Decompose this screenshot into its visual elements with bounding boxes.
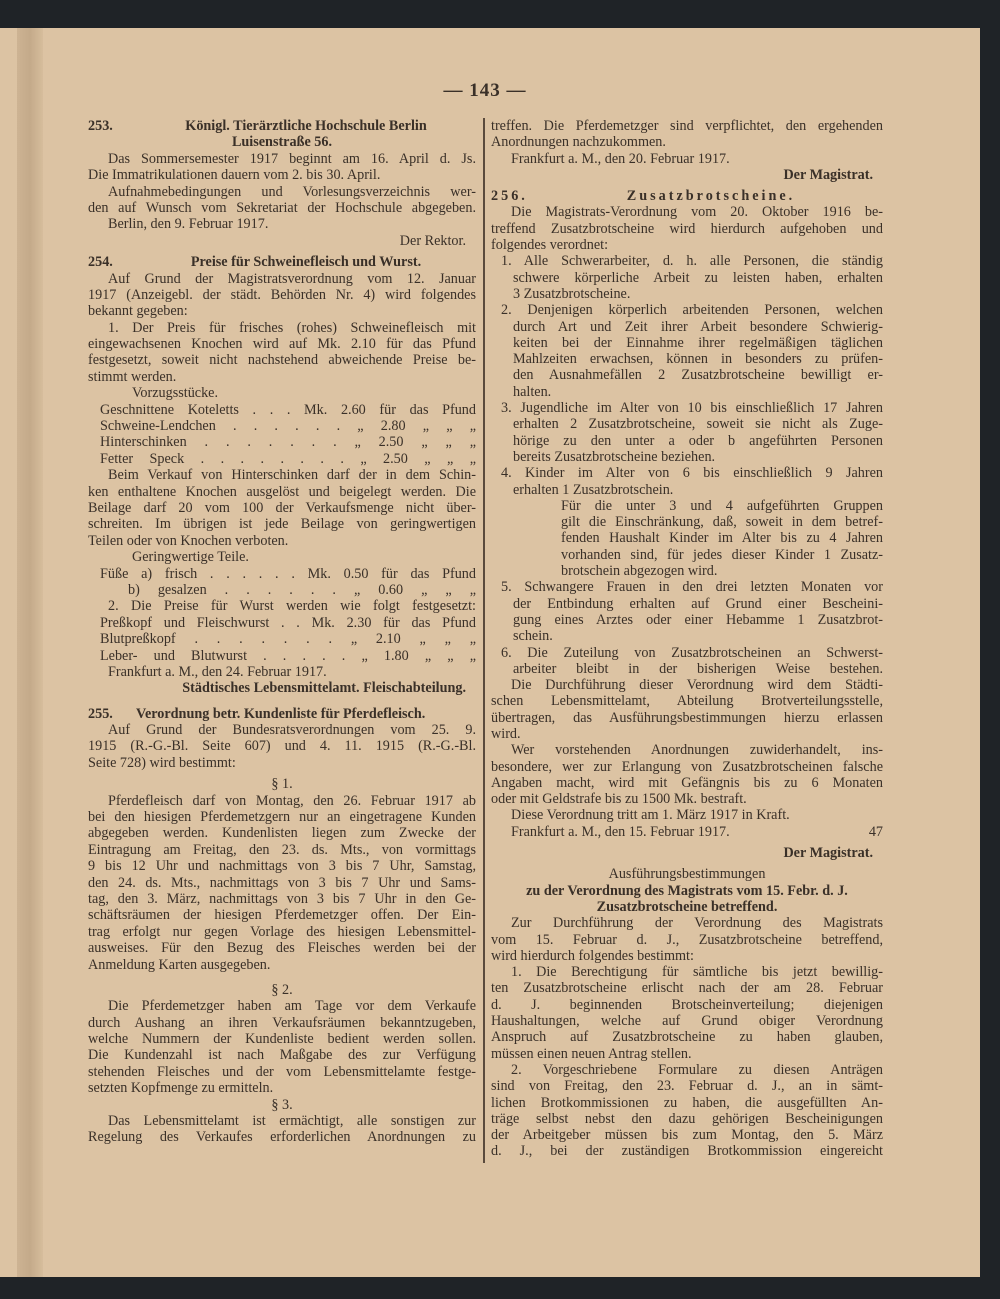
text-line: Der Rektor. bbox=[399, 232, 466, 249]
text-line: Eintragung am Freitag, den 23. ds. Mts., von vormittags bbox=[88, 841, 476, 858]
section-title: Verordnung betr. Kundenliste für Pferdefleisch. bbox=[136, 705, 426, 722]
section-title: Königl. Tierärztliche Hochschule Berlin bbox=[185, 118, 427, 134]
text-line: Die Pferdemetzger haben am Tage vor dem Verkaufe bbox=[108, 998, 476, 1015]
text-line: abgegeben werden. Kundenlisten liegen zum Zwecke der bbox=[88, 825, 476, 842]
text-line: 1917 (Anzeigebl. der städt. Behörden Nr. 4) wird folgendes bbox=[88, 286, 476, 303]
reference-number: 47 bbox=[868, 823, 883, 840]
text-line: Anmeldung Karten ausgegeben. bbox=[88, 956, 271, 973]
text-line: Hinterschinken . . . . . . . „ 2.50 „ „ „ bbox=[100, 434, 476, 451]
text-line: Anspruch auf Zusatzbrotscheine zu haben glauben, bbox=[491, 1029, 883, 1046]
text-line: erhalten 2 Zusatzbrotscheine, soweit sie nicht als Zuge- bbox=[513, 416, 883, 433]
text-line: Die Kundenzahl ist nach Maßgabe des zur Verfügung bbox=[88, 1047, 476, 1064]
text-line: Für die unter 3 und 4 aufgeführten Gruppen bbox=[561, 497, 883, 514]
text-line: treffen. Die Pferdemetzger sind verpflichtet, den ergehenden bbox=[491, 118, 883, 134]
section-title: Preise für Schweinefleisch und Wurst. bbox=[190, 254, 422, 271]
text-line: Pferdefleisch darf von Montag, den 26. Februar 1917 ab bbox=[108, 792, 476, 809]
text-line: 6. Die Zuteilung von Zusatzbrotscheinen an Schwerst- bbox=[501, 644, 883, 661]
text-line: Auf Grund der Bundesratsverordnungen vom 25. 9. bbox=[108, 722, 476, 739]
text-line: bereits Zusatzbrotscheine beziehen. bbox=[513, 448, 716, 465]
text-line: Anordnungen nachzukommen. bbox=[491, 134, 666, 151]
text-line: 1. Der Preis für frisches (rohes) Schweinefleisch mit bbox=[108, 319, 476, 336]
text-line: schwere körperliche Arbeit zu leisten haben, erhalten bbox=[513, 269, 883, 286]
page-number: — 143 — bbox=[443, 80, 527, 101]
text-line: § 3. bbox=[271, 1096, 293, 1113]
section-heading bbox=[88, 118, 476, 134]
text-line: Ausführungsbestimmungen bbox=[608, 866, 766, 883]
text-line: Blutpreßkopf . . . . . . . „ 2.10 „ „ „ bbox=[100, 631, 476, 648]
text-line: brotschein abgezogen wird. bbox=[561, 563, 718, 580]
text-line: Geringwertige Teile. bbox=[132, 549, 249, 566]
text-line: Auf Grund der Magistratsverordnung vom 12. Januar bbox=[108, 270, 476, 287]
text-line: Frankfurt a. M., den 20. Februar 1917. bbox=[511, 150, 730, 167]
signature-line bbox=[491, 824, 883, 840]
text-line: schäftsräumen der hiesigen Pferdemetzger offen. Der Ein- bbox=[88, 907, 476, 924]
text-line: zu der Verordnung des Magistrats vom 15. Febr. d. J. bbox=[526, 882, 848, 899]
text-line: tag, den 3. März, nachmittags von 3 bis 7 Uhr in den Ge- bbox=[88, 890, 476, 907]
text-line: 2. Die Preise für Wurst werden wie folgt festgesetzt: bbox=[108, 598, 476, 615]
text-line: 1915 (R.-G.-Bl. Seite 607) und 4. 11. 1915 (R.-G.-Bl. bbox=[88, 738, 476, 755]
text-line: Geschnittene Koteletts . . . Mk. 2.60 für das Pfund bbox=[100, 401, 476, 418]
text-line: keiten bei der Einnahme ihrer regelmäßigen täglichen bbox=[513, 334, 883, 351]
text-line: der Arbeitgeber müssen bis zum Montag, den 5. März bbox=[491, 1127, 883, 1144]
text-line: sind von Freitag, den 23. Februar d. J., an in sämt- bbox=[491, 1078, 883, 1095]
text-line: Füße a) frisch . . . . . . Mk. 0.50 für das Pfund bbox=[100, 565, 476, 582]
text-line: festgesetzt, soweit nicht nachstehend abweichende Preise be- bbox=[88, 352, 476, 369]
text-line: § 1. bbox=[271, 776, 293, 793]
text-line: bekannt gegeben: bbox=[88, 303, 188, 320]
text-line: 5. Schwangere Frauen in den drei letzten Monaten vor bbox=[501, 579, 883, 596]
section-number: 254. bbox=[88, 254, 113, 271]
text-line: trag erfolgt nur gegen Vorlage des hiesigen Lebensmittel- bbox=[88, 923, 476, 940]
text-line: Aufnahmebedingungen und Vorlesungsverzeichnis wer- bbox=[108, 183, 476, 200]
text-line: ausweises. Für den Bezug des Fleisches werden bei der bbox=[88, 940, 476, 957]
text-line: welche Nummern der Kundenliste bedient werden sollen. bbox=[88, 1031, 476, 1048]
text-line: vom 15. Februar d. J., Zusatzbrotscheine betreffend, bbox=[491, 931, 883, 948]
text-line: arbeiter bleibt in der bisherigen Weise bestehen. bbox=[513, 660, 883, 677]
text-line: gilt die Einschränkung, daß, soweit in dem betref- bbox=[561, 514, 883, 531]
text-line: träge selbst nebst den dazu gehörigen Bescheinigungen bbox=[491, 1110, 883, 1127]
text-line: 3. Jugendliche im Alter von 10 bis einschließlich 17 Jahren bbox=[501, 400, 883, 417]
section-number: 255. bbox=[88, 705, 113, 722]
text-line: Die Durchführung dieser Verordnung wird dem Städti- bbox=[511, 677, 883, 694]
text-line: Diese Verordnung tritt am 1. März 1917 in Kraft. bbox=[511, 807, 790, 824]
text-line: bei den hiesigen Pferdemetzgern nur an eingetragene Kunden bbox=[88, 809, 476, 826]
text-line: d. J., bei der zuständigen Brotkommission eingereicht bbox=[491, 1143, 883, 1160]
text-line: vorhanden sind, für jedes dieser Kinder 1 Zusatz- bbox=[561, 546, 883, 563]
text-line: Schweine-Lendchen . . . . . . „ 2.80 „ „ „ bbox=[100, 418, 476, 435]
text-line: eingewachsenen Knochen wird auf Mk. 2.10 für das Pfund bbox=[88, 336, 476, 353]
text-line: stehenden Fleisches und der vom Lebensmittelamte festge- bbox=[88, 1063, 476, 1080]
text-line: oder mit Geldstrafe bis zu 1500 Mk. bestraft. bbox=[491, 791, 747, 808]
text-line: 9 bis 12 Uhr und nachmittags von 3 bis 7 Uhr, Samstag, bbox=[88, 858, 476, 875]
text-line: gung eines Arztes oder einer Hebamme 1 Zusatzbrot- bbox=[513, 611, 883, 628]
text-line: durch Aushang an ihren Verkaufsräumen bekanntzugeben, bbox=[88, 1014, 476, 1031]
text-line: der Entbindung erhalten auf Grund einer Bescheini- bbox=[513, 595, 883, 612]
text-line: Der Magistrat. bbox=[783, 166, 873, 183]
text-line: lichen Brotkommissionen zu haben, die ausgefüllten An- bbox=[491, 1094, 883, 1111]
text-line: ten Zusatzbrotscheine erlischt nach der am 28. Februar bbox=[491, 980, 883, 997]
text-line: 3 Zusatzbrotscheine. bbox=[513, 285, 631, 302]
text-line: Regelung des Verkaufes erforderlichen Anordnungen zu bbox=[88, 1129, 476, 1146]
text-line: erhalten 1 Zusatzbrotschein. bbox=[513, 481, 674, 498]
text-line: Beim Verkauf von Hinterschinken darf der in dem Schin- bbox=[108, 467, 476, 484]
text-line: Die Immatrikulationen dauern vom 2. bis 30. April. bbox=[88, 167, 381, 184]
section-number: 256. bbox=[491, 188, 528, 205]
text-line: schreiten. Im übrigen ist jede Beilage von geringwertigen bbox=[88, 516, 476, 533]
text-line: Zur Durchführung der Verordnung des Magistrats bbox=[511, 915, 883, 932]
left-column bbox=[88, 118, 476, 1146]
text-line: müssen einen neuen Antrag stellen. bbox=[491, 1045, 692, 1062]
text-line: Städtisches Lebensmittelamt. Fleischabteilung. bbox=[182, 680, 466, 697]
text-line: besondere, wer zur Erlangung von Zusatzbrotscheinen falsche bbox=[491, 758, 883, 775]
section-heading bbox=[88, 706, 476, 722]
text-line: Frankfurt a. M., den 24. Februar 1917. bbox=[108, 663, 327, 680]
text-line: den 24. ds. Mts., nachmittags von 3 bis 7 Uhr und Sams- bbox=[88, 874, 476, 891]
text-line: Wer vorstehenden Anordnungen zuwiderhandelt, ins- bbox=[511, 742, 883, 759]
text-line: 2. Denjenigen körperlich arbeitenden Personen, welchen bbox=[501, 302, 883, 319]
section-heading bbox=[88, 254, 476, 270]
text-line: wird. bbox=[491, 725, 521, 742]
text-line: stimmt werden. bbox=[88, 368, 177, 385]
text-line: halten. bbox=[513, 383, 552, 400]
place-date: Frankfurt a. M., den 15. Februar 1917. bbox=[511, 823, 730, 840]
text-line: Das Sommersemester 1917 beginnt am 16. April d. Js. bbox=[108, 150, 476, 167]
text-line: Beilage darf 20 vom 100 der Verkaufsmenge nicht über- bbox=[88, 499, 476, 516]
text-line: hörige zu den unter a oder b angeführten Personen bbox=[513, 432, 883, 449]
column-divider bbox=[483, 118, 485, 1163]
text-line: Preßkopf und Fleischwurst . . Mk. 2.30 für das Pfund bbox=[100, 614, 476, 631]
text-line: Teilen oder von Knochen verboten. bbox=[88, 532, 289, 549]
text-line: ken enthaltene Knochen ausgelöst und beigelegt werden. Die bbox=[88, 483, 476, 500]
text-line: Leber- und Blutwurst . . . . . „ 1.80 „ „ „ bbox=[100, 647, 476, 664]
text-line: § 2. bbox=[271, 981, 293, 998]
binding-shadow bbox=[17, 28, 43, 1277]
text-line: folgendes verordnet: bbox=[491, 237, 609, 254]
text-line: Die Magistrats-Verordnung vom 20. Oktober 1916 be- bbox=[511, 204, 883, 221]
text-line: Der Magistrat. bbox=[783, 845, 873, 862]
text-line: Fetter Speck . . . . . . . . „ 2.50 „ „ „ bbox=[100, 450, 476, 467]
text-line: fenden Haushalt Kinder im Alter bis zu 4 Jahren bbox=[561, 530, 883, 547]
text-line: übertragen, das Ausführungsbestimmungen hierzu erlassen bbox=[491, 709, 883, 726]
section-title: Zusatzbrotscheine. bbox=[626, 188, 796, 205]
text-line: wird hierdurch folgendes bestimmt: bbox=[491, 947, 694, 964]
text-line: d. J. beginnenden Brotscheinverteilung; diejenigen bbox=[491, 996, 883, 1013]
text-line: 2. Vorgeschriebene Formulare zu diesen Anträgen bbox=[511, 1061, 883, 1078]
text-line: schein. bbox=[513, 628, 553, 645]
text-line: 1. Alle Schwerarbeiter, d. h. alle Personen, die ständig bbox=[501, 253, 883, 270]
text-line: Mahlzeiten erwachsen, können in besonders zu prüfen- bbox=[513, 351, 883, 368]
text-line: 4. Kinder im Alter von 6 bis einschließlich 9 Jahren bbox=[501, 465, 883, 482]
text-line: Angaben macht, wird mit Gefängnis bis zu 6 Monaten bbox=[491, 774, 883, 791]
text-line: Haushaltungen, welche auf Grund obiger Verordnung bbox=[491, 1013, 883, 1030]
text-line: den auf Wunsch vom Sekretariat der Hochschule abgegeben. bbox=[88, 199, 476, 216]
text-line: durch Art und Zeit ihrer Arbeit besondere Schwierig- bbox=[513, 318, 883, 335]
section-number: 253. bbox=[88, 118, 113, 134]
text-line: Vorzugsstücke. bbox=[132, 385, 219, 402]
text-line: schen Lebensmittelamt, Abteilung Brotverteilungsstelle, bbox=[491, 693, 883, 710]
text-line: Luisenstraße 56. bbox=[231, 134, 333, 151]
text-line: den Ausnahmefällen 2 Zusatzbrotscheine bewilligt er- bbox=[513, 367, 883, 384]
text-line: Berlin, den 9. Februar 1917. bbox=[108, 216, 269, 233]
text-line: treffend Zusatzbrotscheine wird hierdurch aufgehoben und bbox=[491, 220, 883, 237]
text-line: Zusatzbrotscheine betreffend. bbox=[596, 898, 778, 915]
text-line: Das Lebensmittelamt ist ermächtigt, alle sonstigen zur bbox=[108, 1113, 476, 1130]
right-column bbox=[491, 118, 883, 1160]
text-line: 1. Die Berechtigung für sämtliche bis jetzt bewillig- bbox=[511, 964, 883, 981]
text-line: setzten Kopfmenge zu ermitteln. bbox=[88, 1080, 274, 1097]
text-line: b) gesalzen . . . . . . „ 0.60 „ „ „ bbox=[128, 581, 476, 598]
text-line: Seite 728) wird bestimmt: bbox=[88, 754, 236, 771]
section-heading bbox=[491, 188, 883, 204]
